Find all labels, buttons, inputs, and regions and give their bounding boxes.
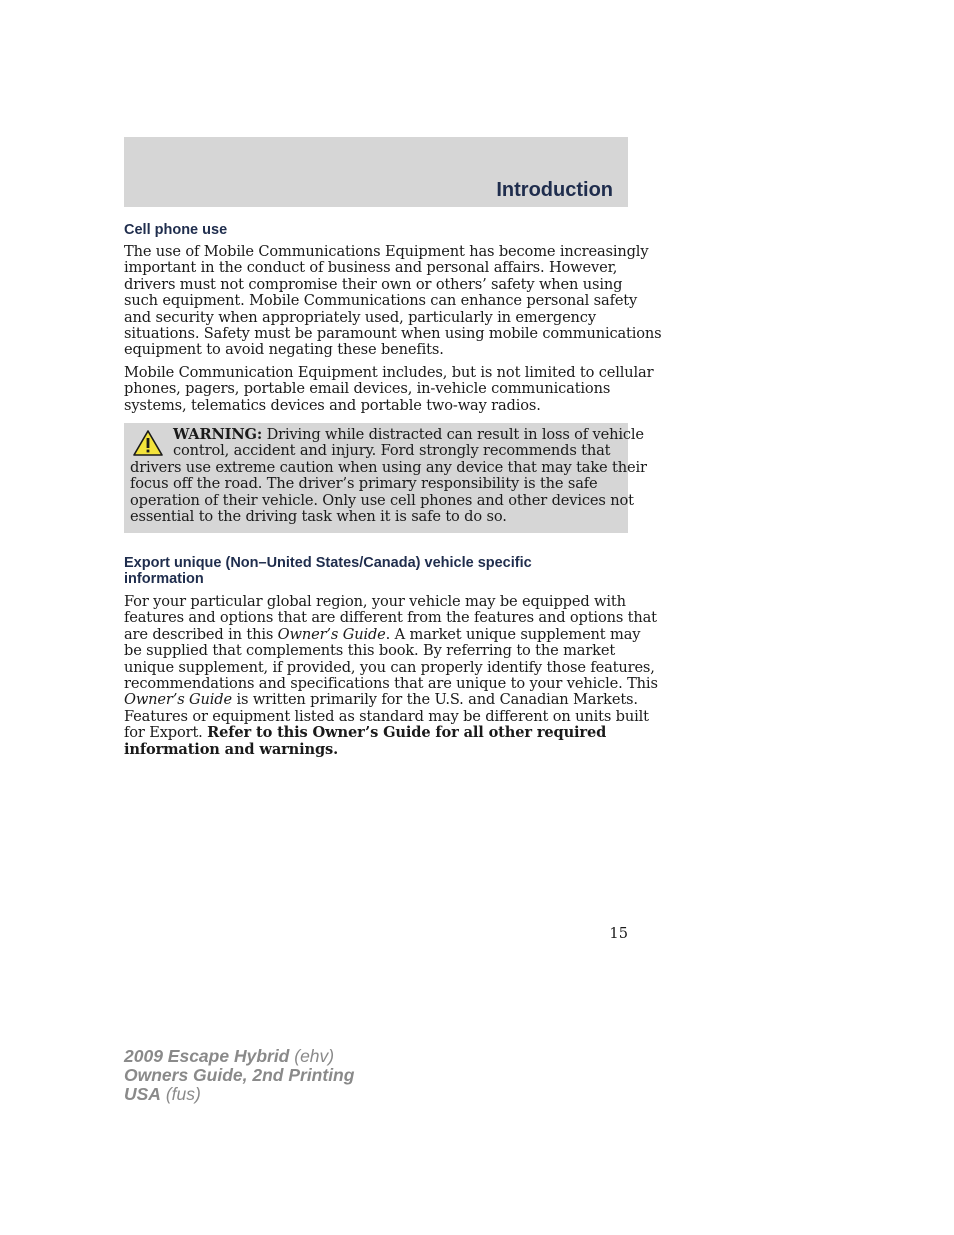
text-line: Mobile Communication Equipment includes, but is not limited to cellular bbox=[124, 364, 654, 381]
footer-edition: Owners Guide, 2nd Printing bbox=[124, 1065, 355, 1085]
text-line: phones, pagers, portable email devices, in-vehicle communications bbox=[124, 380, 611, 398]
warning-first-line bbox=[130, 426, 644, 443]
warning-line: operation of their vehicle. Only use cell phones and other devices not bbox=[130, 491, 634, 509]
warning-line: drivers use extreme caution when using any device that may take their bbox=[130, 458, 647, 476]
text-line bbox=[124, 691, 638, 709]
owners-guide-title: Owner’s Guide bbox=[277, 625, 386, 643]
document-footer bbox=[124, 1047, 354, 1104]
text-segment: is written primarily for the U.S. and Canadian Markets. bbox=[232, 691, 638, 709]
warning-box bbox=[124, 423, 647, 533]
footer-line bbox=[124, 1085, 354, 1104]
footer-code: (fus) bbox=[160, 1084, 201, 1104]
text-segment: . A market unique supplement may bbox=[385, 625, 641, 643]
export-heading-line: Export unique (Non–United States/Canada) vehicle specific bbox=[124, 555, 532, 571]
text-line: unique supplement, if provided, you can properly identify those features, bbox=[124, 658, 655, 676]
text-line bbox=[124, 725, 630, 741]
footer-vehicle: 2009 Escape Hybrid bbox=[124, 1046, 290, 1066]
page-number: 15 bbox=[609, 925, 628, 942]
footer-line bbox=[124, 1066, 354, 1085]
section-title: Introduction bbox=[496, 179, 613, 201]
footer-line bbox=[124, 1047, 354, 1066]
text-line: systems, telematics devices and portable two-way radios. bbox=[124, 396, 541, 414]
text-line: features and options that are different from the features and options that bbox=[124, 609, 657, 627]
text-line: equipment to avoid negating these benefits. bbox=[124, 341, 444, 359]
text-line: situations. Safety must be paramount when using mobile communications bbox=[124, 325, 662, 343]
warning-first-line-text: Driving while distracted can result in loss of vehicle bbox=[262, 426, 644, 443]
owners-guide-title: Owner’s Guide bbox=[124, 691, 232, 709]
text-line: The use of Mobile Communications Equipment has become increasingly bbox=[124, 243, 649, 260]
text-line: drivers must not compromise their own or others’ safety when using bbox=[124, 275, 623, 293]
text-segment: for Export. bbox=[124, 724, 208, 742]
warning-line: focus off the road. The driver’s primary responsibility is the safe bbox=[130, 475, 598, 493]
text-line: and security when appropriately used, particularly in emergency bbox=[124, 308, 596, 326]
text-line: recommendations and specifications that are unique to your vehicle. This bbox=[124, 675, 658, 693]
export-paragraph bbox=[124, 593, 658, 758]
export-heading-line: information bbox=[124, 571, 204, 587]
export-heading bbox=[124, 555, 628, 587]
text-segment: are described in this bbox=[124, 625, 278, 643]
cell-phone-paragraph-2 bbox=[124, 364, 654, 414]
text-line: Features or equipment listed as standard may be different on units built bbox=[124, 707, 649, 725]
text-line: such equipment. Mobile Communications can enhance personal safety bbox=[124, 292, 638, 310]
warning-line: essential to the driving task when it is safe to do so. bbox=[130, 508, 507, 526]
text-line: be supplied that complements this book. By referring to the market bbox=[124, 642, 616, 660]
cell-phone-heading: Cell phone use bbox=[124, 222, 228, 238]
bold-instruction: Refer to this Owner’s Guide for all other required bbox=[207, 724, 607, 742]
footer-code: (ehv) bbox=[289, 1046, 335, 1066]
warning-line: control, accident and injury. Ford strongly recommends that bbox=[173, 442, 611, 460]
text-line: For your particular global region, your vehicle may be equipped with bbox=[124, 593, 626, 610]
warning-text bbox=[130, 426, 647, 526]
section-header-band bbox=[124, 137, 628, 207]
warning-label: WARNING: bbox=[173, 426, 263, 443]
bold-instruction: information and warnings. bbox=[124, 740, 339, 758]
text-line bbox=[124, 742, 630, 758]
text-line: important in the conduct of business and personal affairs. However, bbox=[124, 259, 618, 277]
cell-phone-paragraph-1 bbox=[124, 243, 662, 359]
text-line bbox=[124, 625, 641, 643]
footer-market: USA bbox=[124, 1084, 161, 1104]
